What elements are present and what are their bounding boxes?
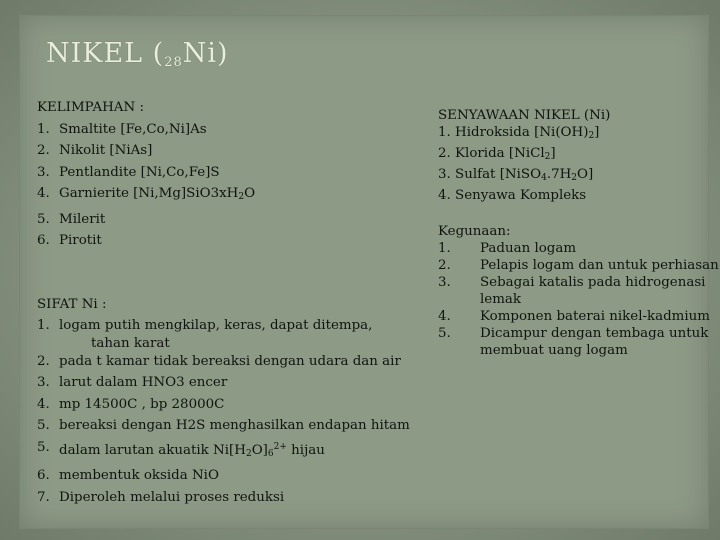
list-item: 4. mp 14500C , bp 28000C [37, 396, 225, 412]
list-item: 4. Garnierite $[Ni,Mg]SiO3xH_2O$ [37, 186, 256, 202]
list-item-continuation: tahan karat [91, 335, 170, 351]
list-item: 6. Pirotit [37, 233, 102, 248]
list-item: 2. Klorida [NiCl$_2$] [438, 146, 556, 162]
kegunaan-heading: Kegunaan: [438, 224, 511, 239]
list-item: 1. logam putih mengkilap, keras, dapat ditempa, [37, 318, 373, 333]
spacer [37, 252, 427, 273]
list-item: 2. Nikolit [NiAs] [37, 143, 153, 158]
list-item: 4. Komponen baterai nikel-kadmium [438, 309, 710, 324]
list-item: 3. larut dalam HNO3 encer [37, 375, 228, 390]
list-item: 3. Pentlandite [Ni,Co,Fe]S [37, 164, 220, 180]
right-column [438, 107, 720, 359]
list-item: 1. Smaltite [Fe,Co,Ni]As [37, 121, 207, 137]
list-item: 2. Pelapis logam dan untuk perhiasan [438, 258, 719, 273]
list-item: 2. pada t kamar tidak bereaksi dengan udara dan air [37, 353, 401, 369]
list-item: 4. Senyawa Kompleks [438, 188, 587, 203]
list-item: 5. dalam larutan akuatik $Ni[H_2O]_6^{2+}$ hijau [37, 439, 325, 459]
senyawaan-heading: SENYAWAAN NIKEL (Ni) [438, 108, 611, 123]
list-item: 5. Milerit [37, 211, 106, 227]
list-item: 6. membentuk oksida NiO [37, 468, 219, 483]
list-item: 5. Dicampur dengan tembaga untuk membuat uang logam [438, 326, 709, 358]
list-item: 1. Paduan logam [438, 241, 577, 256]
spacer [438, 204, 720, 223]
list-item: 5. bereaksi dengan H2S menghasilkan endapan hitam [37, 418, 410, 433]
kelimpahan-heading: KELIMPAHAN : [37, 100, 144, 115]
sifat-heading: SIFAT Ni : [37, 296, 107, 312]
left-column [37, 97, 427, 508]
slide-title: NIKEL $(_{28}Ni)$ [46, 38, 229, 70]
list-item: 3. Sebagai katalis pada hidrogenasi lemak [438, 275, 706, 307]
spacer [37, 273, 427, 294]
list-item: 7. Diperoleh melalui proses reduksi [37, 489, 285, 505]
list-item: 1. Hidroksida $[Ni(OH)_2]$ [438, 125, 600, 141]
list-item: 3. Sulfat $[NiSO_4.7H_2O]$ [438, 167, 594, 183]
